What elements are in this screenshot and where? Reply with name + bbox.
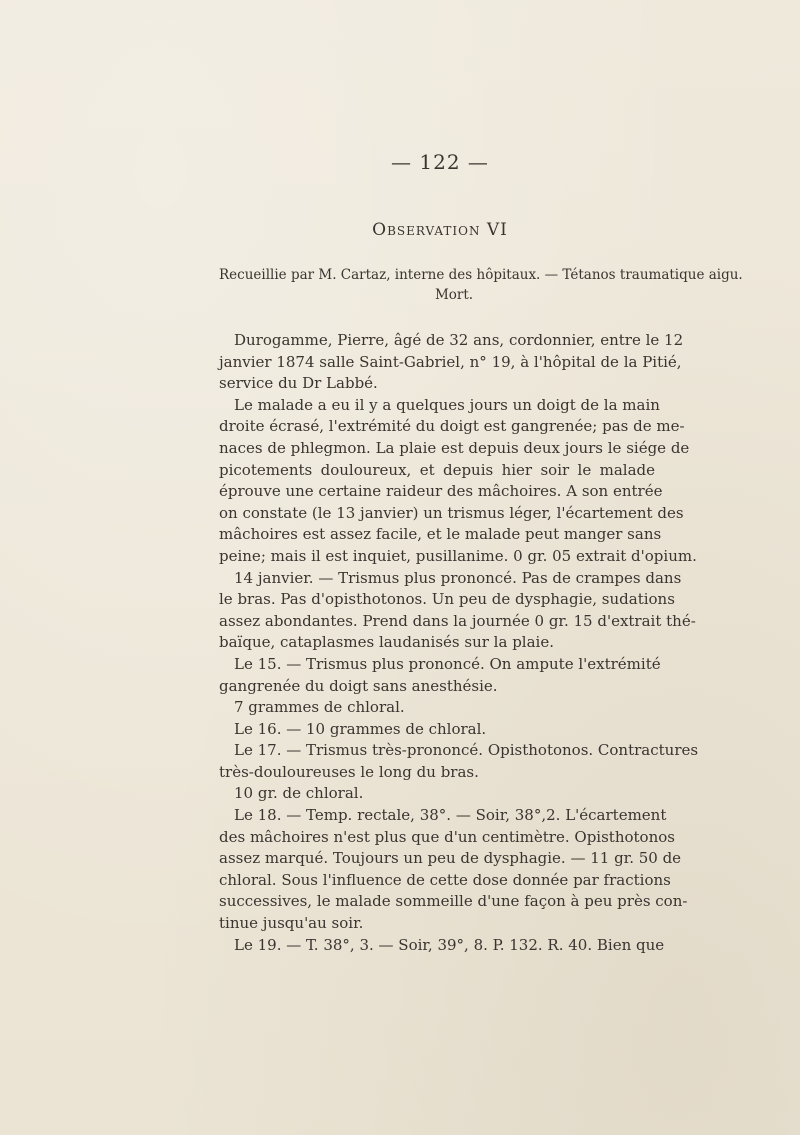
text-line: le bras. Pas d'opisthotonos. Un peu de dysphagie, sudations <box>219 590 675 609</box>
text-line: janvier 1874 salle Saint-Gabriel, n° 19, à l'hôpital de la Pitié, <box>219 352 682 371</box>
text-line: mâchoires est assez facile, et le malade peut manger sans <box>219 525 662 544</box>
text-line: assez abondantes. Prend dans la journée 0 gr. 15 d'extrait thé- <box>219 611 696 630</box>
text-line: peine; mais il est inquiet, pusillanime. 0 gr. 05 extrait d'opium. <box>219 546 697 565</box>
text-line: naces de phlegmon. La plaie est depuis deux jours le siége de <box>219 438 690 457</box>
text-line: très-douloureuses le long du bras. <box>219 762 479 781</box>
text-line: Durogamme, Pierre, âgé de 32 ans, cordonnier, entre le 12 <box>234 331 684 349</box>
text-line: 10 gr. de chloral. <box>234 784 364 803</box>
text-line: baïque, cataplasmes laudanisés sur la plaie. <box>219 633 554 652</box>
text-line: successives, le malade sommeille d'une façon à peu près con- <box>219 892 688 911</box>
text-line: Le 18. — Temp. rectale, 38°. — Soir, 38°,2. L'écartement <box>234 806 667 825</box>
text-line: Le 19. — T. 38°, 3. — Soir, 39°, 8. P. 132. R. 40. Bien que <box>234 935 665 954</box>
text-line: Le 16. — 10 grammes de chloral. <box>234 719 487 738</box>
page-number: — 122 — <box>391 150 489 174</box>
text-line: on constate (le 13 janvier) un trismus léger, l'écartement des <box>219 503 684 522</box>
text-line: des mâchoires n'est plus que d'un centimètre. Opisthotonos <box>219 827 675 846</box>
observation-subtitle <box>219 265 743 305</box>
text-line: Le 17. — Trismus très-prononcé. Opisthotonos. Contractures <box>234 741 699 760</box>
text-line: picotements douloureux, et depuis hier soir le malade <box>219 460 655 479</box>
subtitle-line: Recueillie par M. Cartaz, interne des hôpitaux. — Tétanos traumatique aigu. <box>219 267 743 283</box>
text-line: éprouve une certaine raideur des mâchoires. A son entrée <box>219 482 663 501</box>
text-line: droite écrasé, l'extrémité du doigt est gangrenée; pas de me- <box>219 417 685 436</box>
body-text <box>219 330 699 956</box>
subtitle-line: Mort. <box>434 287 474 303</box>
text-line: gangrenée du doigt sans anesthésie. <box>219 676 498 695</box>
text-line: Le 15. — Trismus plus prononcé. On ampute l'extrémité <box>234 654 661 673</box>
observation-heading: Observation VI <box>372 220 508 240</box>
text-line: 14 janvier. — Trismus plus prononcé. Pas de crampes dans <box>234 568 682 587</box>
text-line: Le malade a eu il y a quelques jours un doigt de la main <box>234 395 660 414</box>
text-line: chloral. Sous l'influence de cette dose donnée par fractions <box>219 870 671 889</box>
text-line: assez marqué. Toujours un peu de dysphagie. — 11 gr. 50 de <box>219 849 682 868</box>
text-line: 7 grammes de chloral. <box>234 698 405 717</box>
text-line: tinue jusqu'au soir. <box>219 914 364 933</box>
text-line: service du Dr Labbé. <box>219 374 378 393</box>
